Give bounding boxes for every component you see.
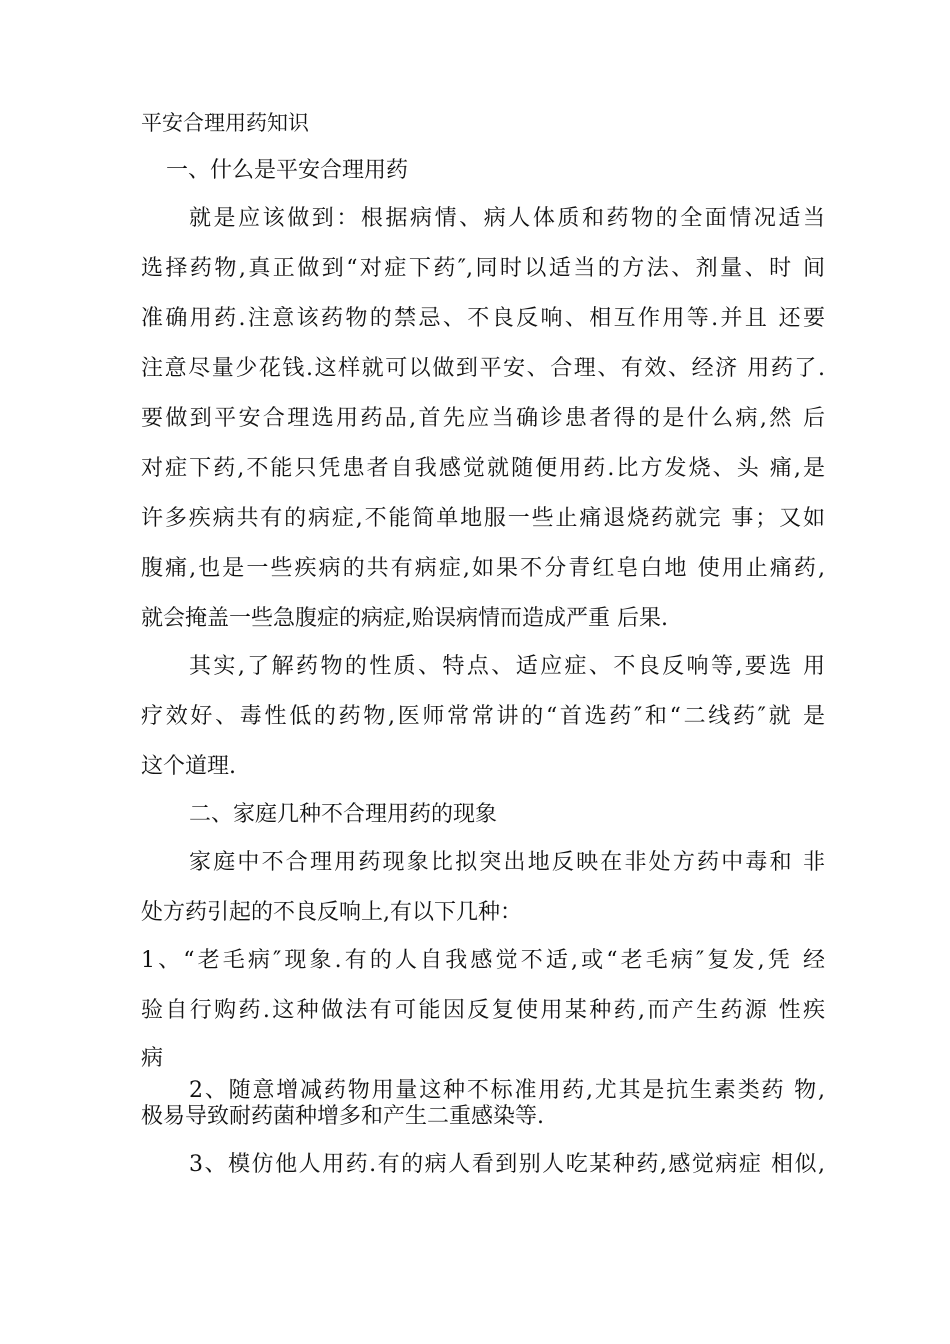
text-line: 要做到平安合理选用药品,首先应当确诊患者得的是什么病,然 后: [141, 406, 825, 431]
text-line: 处方药引起的不良反响上,有以下几种：: [141, 900, 522, 925]
text-line: 其实,了解药物的性质、特点、适应症、不良反响等,要选 用: [189, 654, 825, 679]
text-line: 3、模仿他人用药.有的病人看到别人吃某种药,感觉病症 相似,: [189, 1152, 825, 1177]
section-heading-1: 一、什么是平安合理用药: [166, 158, 409, 183]
document-title: 平安合理用药知识: [141, 111, 309, 135]
text-line: 对症下药,不能只凭患者自我感觉就随便用药.比方发烧、头 痛,是: [141, 456, 825, 481]
text-line: 2、随意增减药物用量这种不标准用药,尤其是抗生素类药 物,: [189, 1078, 825, 1103]
text-line: 验自行购药.这种做法有可能因反复使用某种药,而产生药源 性疾: [141, 998, 825, 1023]
text-line: 腹痛,也是一些疾病的共有病症,如果不分青红皂白地 使用止痛药,: [141, 556, 825, 581]
text-line: 家庭中不合理用药现象比拟突出地反映在非处方药中毒和 非: [189, 850, 825, 875]
text-line: 1、“老毛病″现象.有的人自我感觉不适,或“老毛病″复发,凭 经: [141, 948, 825, 973]
text-line: 准确用药.注意该药物的禁忌、不良反响、相互作用等.并且 还要: [141, 306, 825, 331]
text-line: 极易导致耐药菌种增多和产生二重感染等.: [141, 1104, 544, 1129]
text-line: 选择药物,真正做到“对症下药″,同时以适当的方法、剂量、时 间: [141, 256, 825, 281]
text-line: 这个道理.: [141, 754, 236, 779]
text-line: 疗效好、毒性低的药物,医师常常讲的“首选药″和“二线药″就 是: [141, 704, 825, 729]
text-line: 病: [141, 1046, 164, 1071]
text-line: 许多疾病共有的病症,不能简单地服一些止痛退烧药就完 事；又如: [141, 506, 825, 531]
text-line: 注意尽量少花钱.这样就可以做到平安、合理、有效、经济 用药了.: [141, 356, 825, 381]
text-line: 就会掩盖一些急腹症的病症,贻误病情而造成严重 后果.: [141, 606, 668, 631]
section-heading-2: 二、家庭几种不合理用药的现象: [189, 802, 498, 827]
text-line: 就是应该做到：根据病情、病人体质和药物的全面情况适当: [189, 206, 825, 231]
